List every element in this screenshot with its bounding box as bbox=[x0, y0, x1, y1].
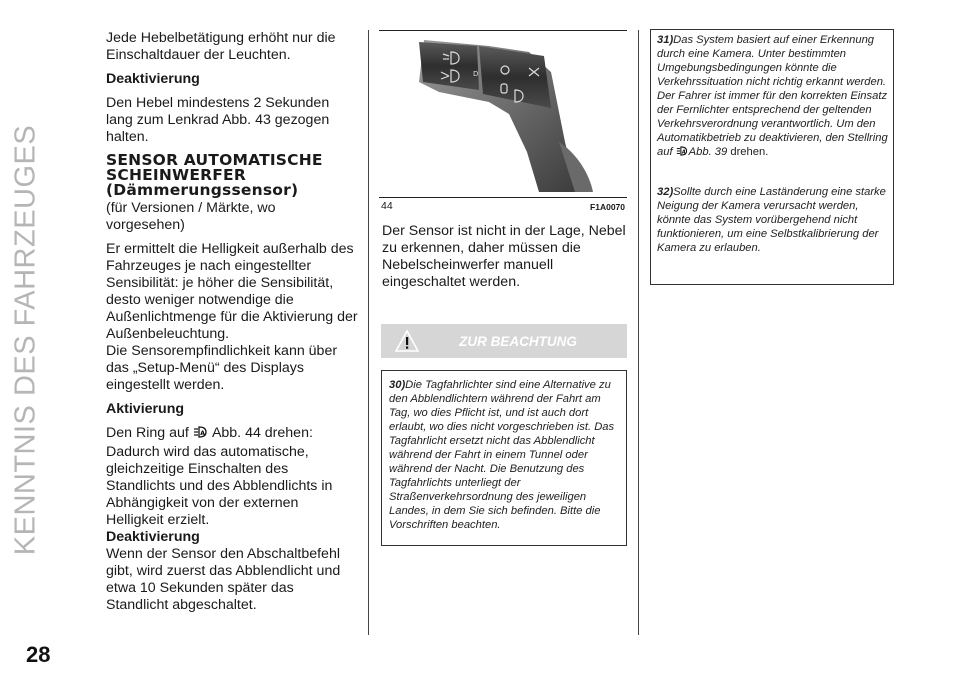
note-number: 32) bbox=[657, 186, 674, 198]
paragraph: Jede Hebelbetätigung erhöht nur die Einschaltdauer der Leuchten. bbox=[106, 30, 336, 63]
auto-headlight-icon bbox=[676, 145, 689, 161]
note-30: 30)Die Tagfahrlichter sind eine Alternative zu den Abblendlichtern während der Fahrt am Tag, wo dies Pflicht ist, und ist auch dort erlaubt, wo dies nicht vorgeschrieben ist. Das Tagfahrlicht ersetzt nicht das Abblendlicht während der Fahrt in einem Tunnel oder während der Nacht. Die Benutzung des Tagfahrlichts unterliegt der Straßenverkehrsordnung des jeweiligen Landes, in dem Sie sich befinden. Bitte die Vorschriften beachten. bbox=[389, 379, 615, 531]
note-number: 30) bbox=[389, 379, 406, 391]
section-title: SENSOR AUTOMATISCHE SCHEINWERFER (Dämmerungssensor) bbox=[106, 151, 323, 199]
column-1 bbox=[106, 30, 358, 621]
note-31: 31)Das System basiert auf einer Erkennung durch eine Kamera. Unter bestimmten Umgebungsbedingungen könnte die Verkehrssituation nicht richtig erkannt werden. Der Fahrer ist immer für den korrekten Einsatz der Fernlichter entsprechend der geltenden Verkehrsverordnung verantwortlich. Um den Automatikbetrieb zu deaktivieren, den Stellring auf A Abb. 39 drehen. bbox=[657, 33, 888, 161]
deactivation-heading: Deaktivierung bbox=[106, 71, 200, 87]
column-divider-2 bbox=[638, 30, 639, 635]
paragraph: Er ermittelt die Helligkeit außerhalb des Fahrzeuges je nach eingestellter Sensibilität: je höher die Sensibilität, desto weniger notwendige die Außenlichtmenge für die Aktivierung der Außenbeleuchtung. bbox=[106, 241, 358, 342]
svg-text:A: A bbox=[199, 430, 205, 437]
warning-box bbox=[381, 370, 627, 546]
section-subtitle: (für Versionen / Märkte, wo vorgesehen) bbox=[106, 200, 276, 233]
note-number: 31) bbox=[657, 34, 674, 46]
figure-44 bbox=[379, 32, 627, 212]
column-divider-1 bbox=[368, 30, 369, 635]
column-2 bbox=[382, 223, 630, 298]
notes-box bbox=[650, 29, 894, 285]
figure-top-rule bbox=[379, 30, 627, 31]
paragraph: Die Sensorempfindlichkeit kann über das „Setup-Menü“ des Displays eingestellt werden. bbox=[106, 343, 338, 393]
paragraph: Den Hebel mindestens 2 Sekunden lang zum Lenkrad Abb. 43 gezogen halten. bbox=[106, 95, 330, 145]
svg-text:A: A bbox=[681, 149, 686, 156]
figure-code: F1A0070 bbox=[590, 202, 625, 212]
page-number: 28 bbox=[26, 642, 51, 667]
paragraph: Wenn der Sensor den Abschaltbefehl gibt, wird zuerst das Abblendlicht und etwa 10 Sekunden später das Standlicht abgeschaltet. bbox=[106, 546, 341, 613]
paragraph-activation: Den Ring auf A Abb. 44 drehen: Dadurch wird das automatische, gleichzeitige Einschalten des Standlichts und des Abblendlichts in Abhängigkeit von der externen Helligkeit erzielt. bbox=[106, 425, 333, 528]
figure-rule bbox=[379, 197, 627, 198]
figure-number: 44 bbox=[381, 200, 393, 212]
svg-text:D: D bbox=[473, 70, 479, 78]
warning-header bbox=[381, 324, 627, 358]
auto-headlight-icon bbox=[193, 425, 209, 444]
activation-heading: Aktivierung bbox=[106, 401, 185, 417]
warning-title: ZUR BEACHTUNG bbox=[459, 334, 577, 349]
chapter-title: KENNTNIS DES FAHRZEUGES bbox=[9, 124, 42, 556]
note-32: 32)Sollte durch eine Laständerung eine starke Neigung der Kamera verursacht werden, könnte das System vorübergehend nicht funktionieren, um eine Selbstkalibrierung der Kamera zu erlauben. bbox=[657, 186, 886, 254]
light-stalk-illustration bbox=[379, 32, 627, 192]
paragraph-fog: Der Sensor ist nicht in der Lage, Nebel zu erkennen, daher müssen die Nebelscheinwerfer manuell eingeschaltet werden. bbox=[382, 223, 626, 290]
deactivation-heading-2: Deaktivierung bbox=[106, 529, 200, 545]
